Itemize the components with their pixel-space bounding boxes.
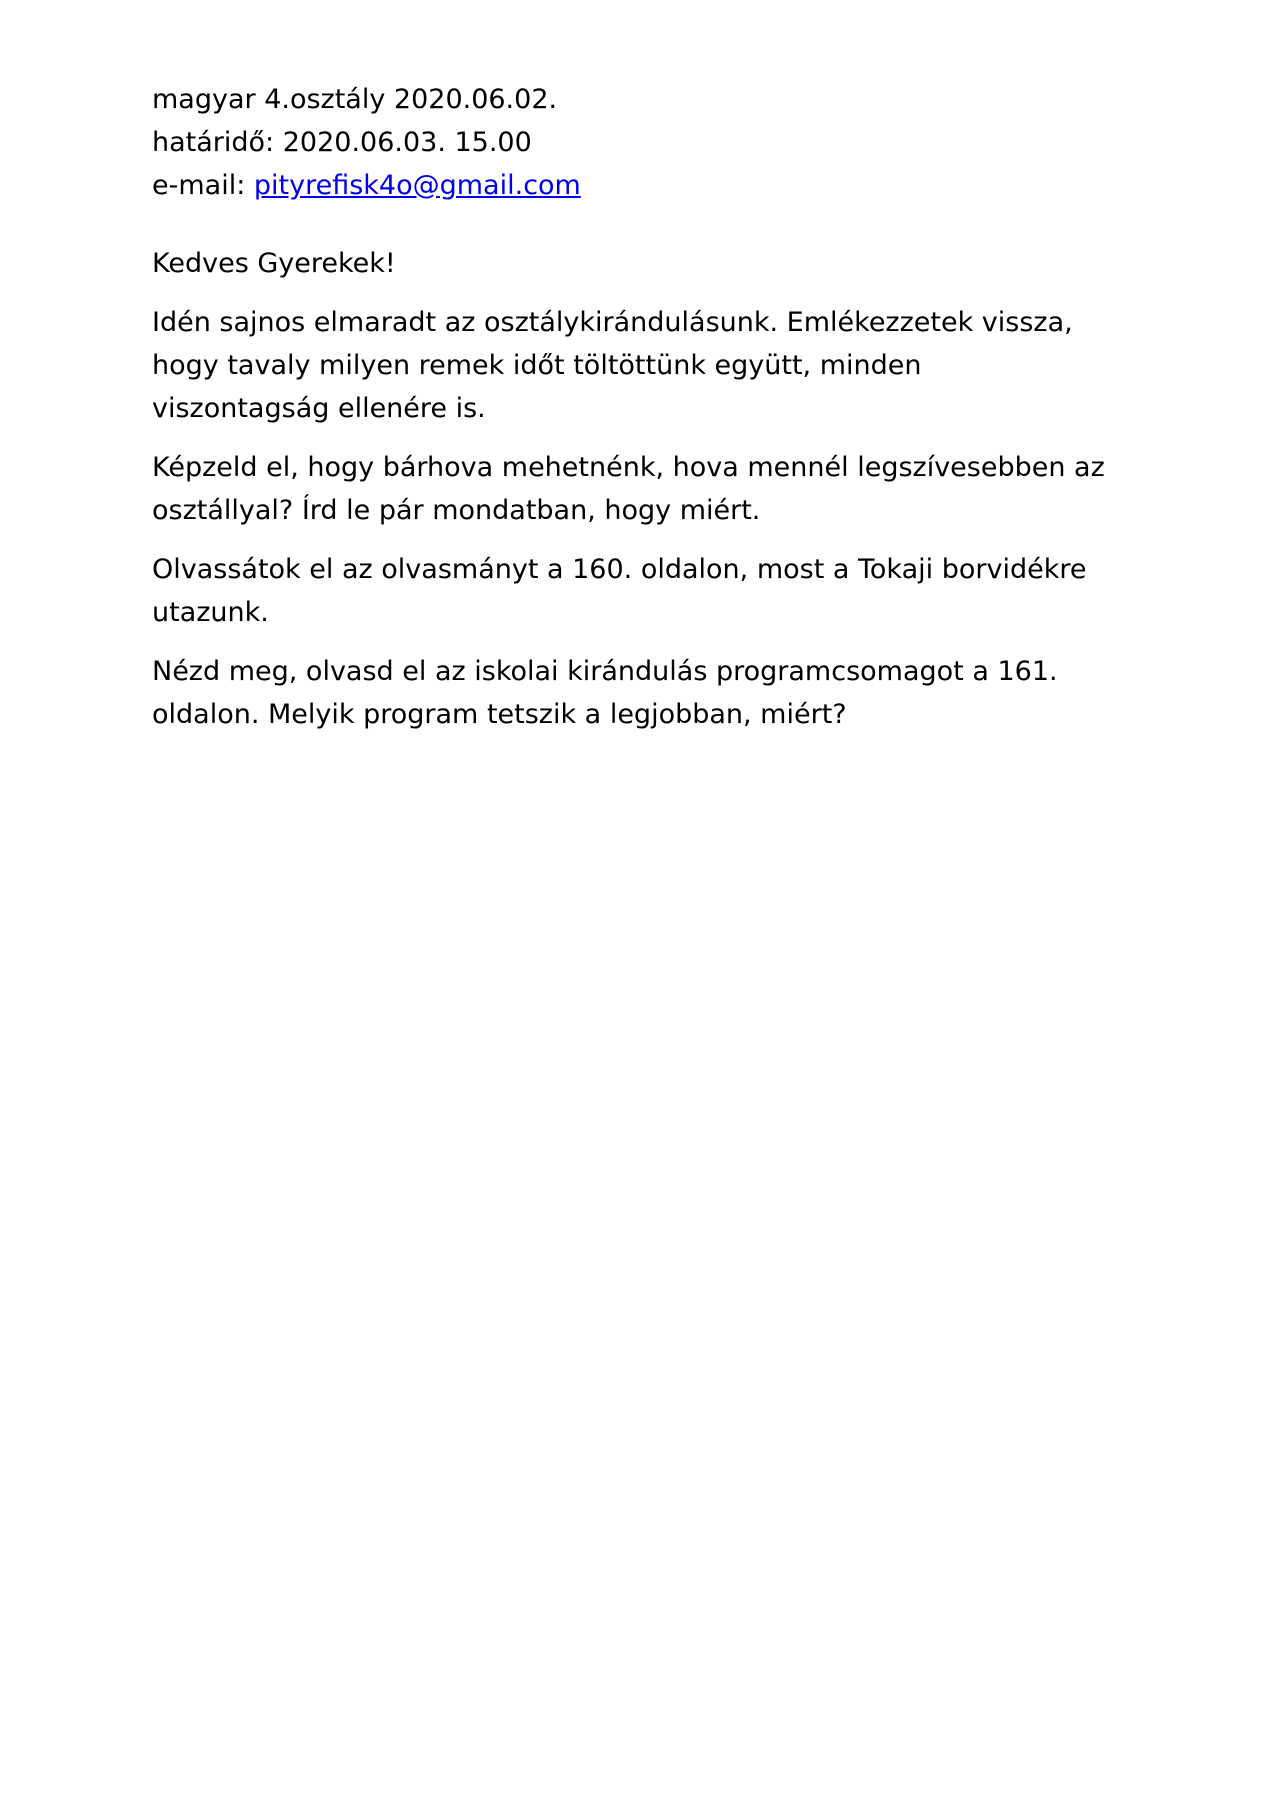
paragraph-line: Olvassátok el az olvasmányt a 160. oldalon, most a Tokaji borvidékre xyxy=(152,554,1087,585)
email-label: e-mail: xyxy=(152,170,254,201)
subject-line: magyar 4.osztály 2020.06.02. xyxy=(152,84,558,115)
paragraph-line: osztállyal? Írd le pár mondatban, hogy miért. xyxy=(152,495,761,526)
paragraph-line: oldalon. Melyik program tetszik a legjobban, miért? xyxy=(152,699,847,730)
deadline-line: határidő: 2020.06.03. 15.00 xyxy=(152,127,532,158)
document-header xyxy=(152,78,1152,207)
paragraph-1 xyxy=(152,301,1152,430)
greeting: Kedves Gyerekek! xyxy=(152,248,396,279)
paragraph-line: Képzeld el, hogy bárhova mehetnénk, hova mennél legszívesebben az xyxy=(152,452,1105,483)
email-line xyxy=(152,164,1152,207)
document-page xyxy=(152,78,1152,736)
paragraph-line: viszontagság ellenére is. xyxy=(152,393,486,424)
paragraph-2 xyxy=(152,446,1152,532)
paragraph-line: Nézd meg, olvasd el az iskolai kirándulás programcsomagot a 161. xyxy=(152,656,1058,687)
paragraph-line: Idén sajnos elmaradt az osztálykirándulásunk. Emlékezzetek vissza, xyxy=(152,307,1073,338)
paragraph-3 xyxy=(152,548,1152,634)
paragraph-line: utazunk. xyxy=(152,597,269,628)
paragraph-4 xyxy=(152,650,1152,736)
email-link[interactable]: pityrefisk4o@gmail.com xyxy=(253,170,581,201)
paragraph-line: hogy tavaly milyen remek időt töltöttünk együtt, minden xyxy=(152,350,922,381)
